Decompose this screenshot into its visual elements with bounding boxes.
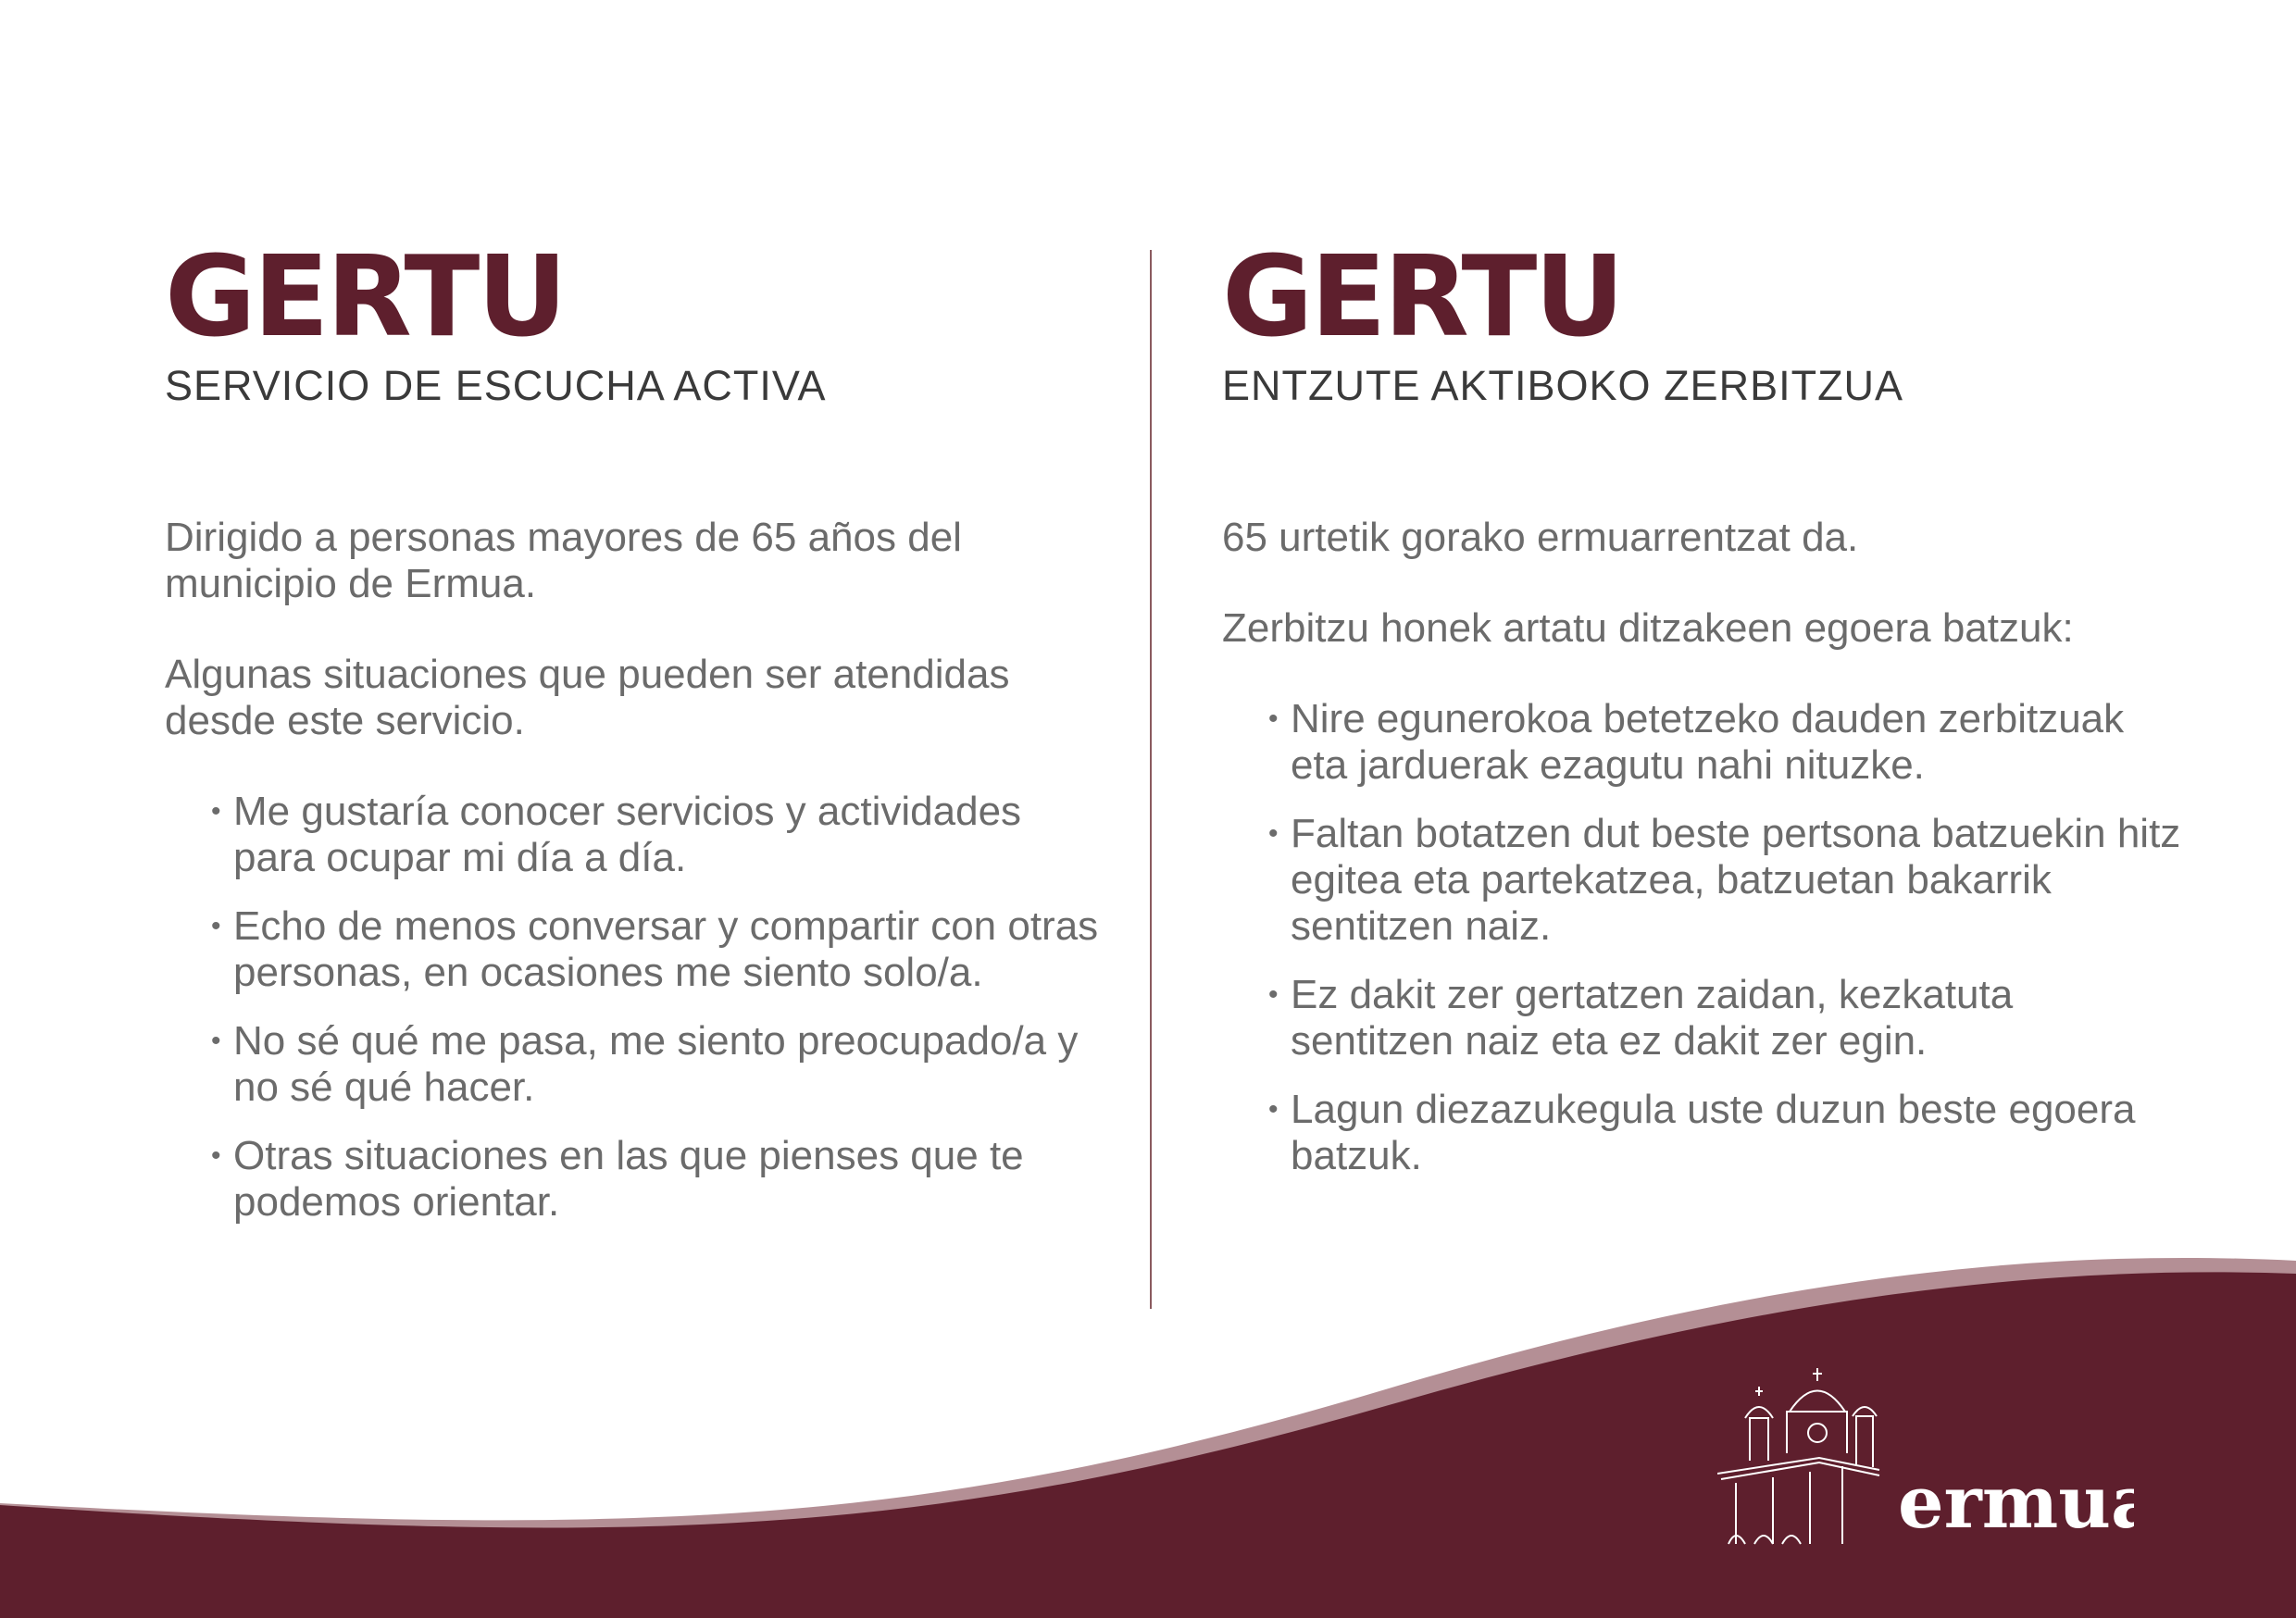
intro-paragraph: Dirigido a personas mayores de 65 años del municipio de Ermua. xyxy=(165,514,962,606)
lead-paragraph: Algunas situaciones que pueden ser atendidas desde este servicio. xyxy=(165,651,1010,743)
list-item-text: Nire egunerokoa betetzeko dauden zerbitzuak eta jarduerak ezagutu nahi nituzke. xyxy=(1291,695,2125,788)
bullet-icon: • xyxy=(211,1025,221,1056)
page-title: GERTU xyxy=(1222,233,1622,362)
bullet-icon: • xyxy=(1268,1093,1279,1125)
list-item-text: No sé qué me pasa, me siento preocupado/a y no sé qué hacer. xyxy=(233,1017,1079,1110)
list-item-text: Ez dakit zer gertatzen zaidan, kezkatuta sentitzen naiz eta ez dakit zer egin. xyxy=(1291,971,2014,1064)
logo-text: ermua xyxy=(1898,1461,2134,1545)
bullet-icon: • xyxy=(1268,817,1279,849)
page-subtitle: SERVICIO DE ESCUCHA ACTIVA xyxy=(165,362,827,409)
list-item-text: Lagun diezazukegula uste duzun beste egoera batzuk. xyxy=(1291,1086,2136,1178)
page-title: GERTU xyxy=(165,233,565,362)
intro-paragraph: 65 urtetik gorako ermuarrentzat da. xyxy=(1222,514,1859,560)
bullet-icon: • xyxy=(211,795,221,827)
list-item-text: Otras situaciones en las que pienses que te podemos orientar. xyxy=(233,1132,1024,1225)
list-item-text: Faltan botatzen dut beste pertsona batzuekin hitz egitea eta partekatzea, batzuetan bakarrik sentitzen naiz. xyxy=(1291,810,2181,949)
bullet-icon: • xyxy=(211,1139,221,1171)
bullet-icon: • xyxy=(211,910,221,941)
lead-paragraph: Zerbitzu honek artatu ditzakeen egoera batzuk: xyxy=(1222,604,2074,651)
list-item-text: Me gustaría conocer servicios y actividades para ocupar mi día a día. xyxy=(233,788,1022,880)
bullet-icon: • xyxy=(1268,703,1279,734)
church-icon xyxy=(1717,1361,2134,1546)
list-item-text: Echo de menos conversar y compartir con otras personas, en ocasiones me siento solo/a. xyxy=(233,902,1099,995)
ermua-logo xyxy=(1717,1361,2134,1546)
page-subtitle: ENTZUTE AKTIBOKO ZERBITZUA xyxy=(1222,362,1904,409)
bullet-icon: • xyxy=(1268,978,1279,1010)
